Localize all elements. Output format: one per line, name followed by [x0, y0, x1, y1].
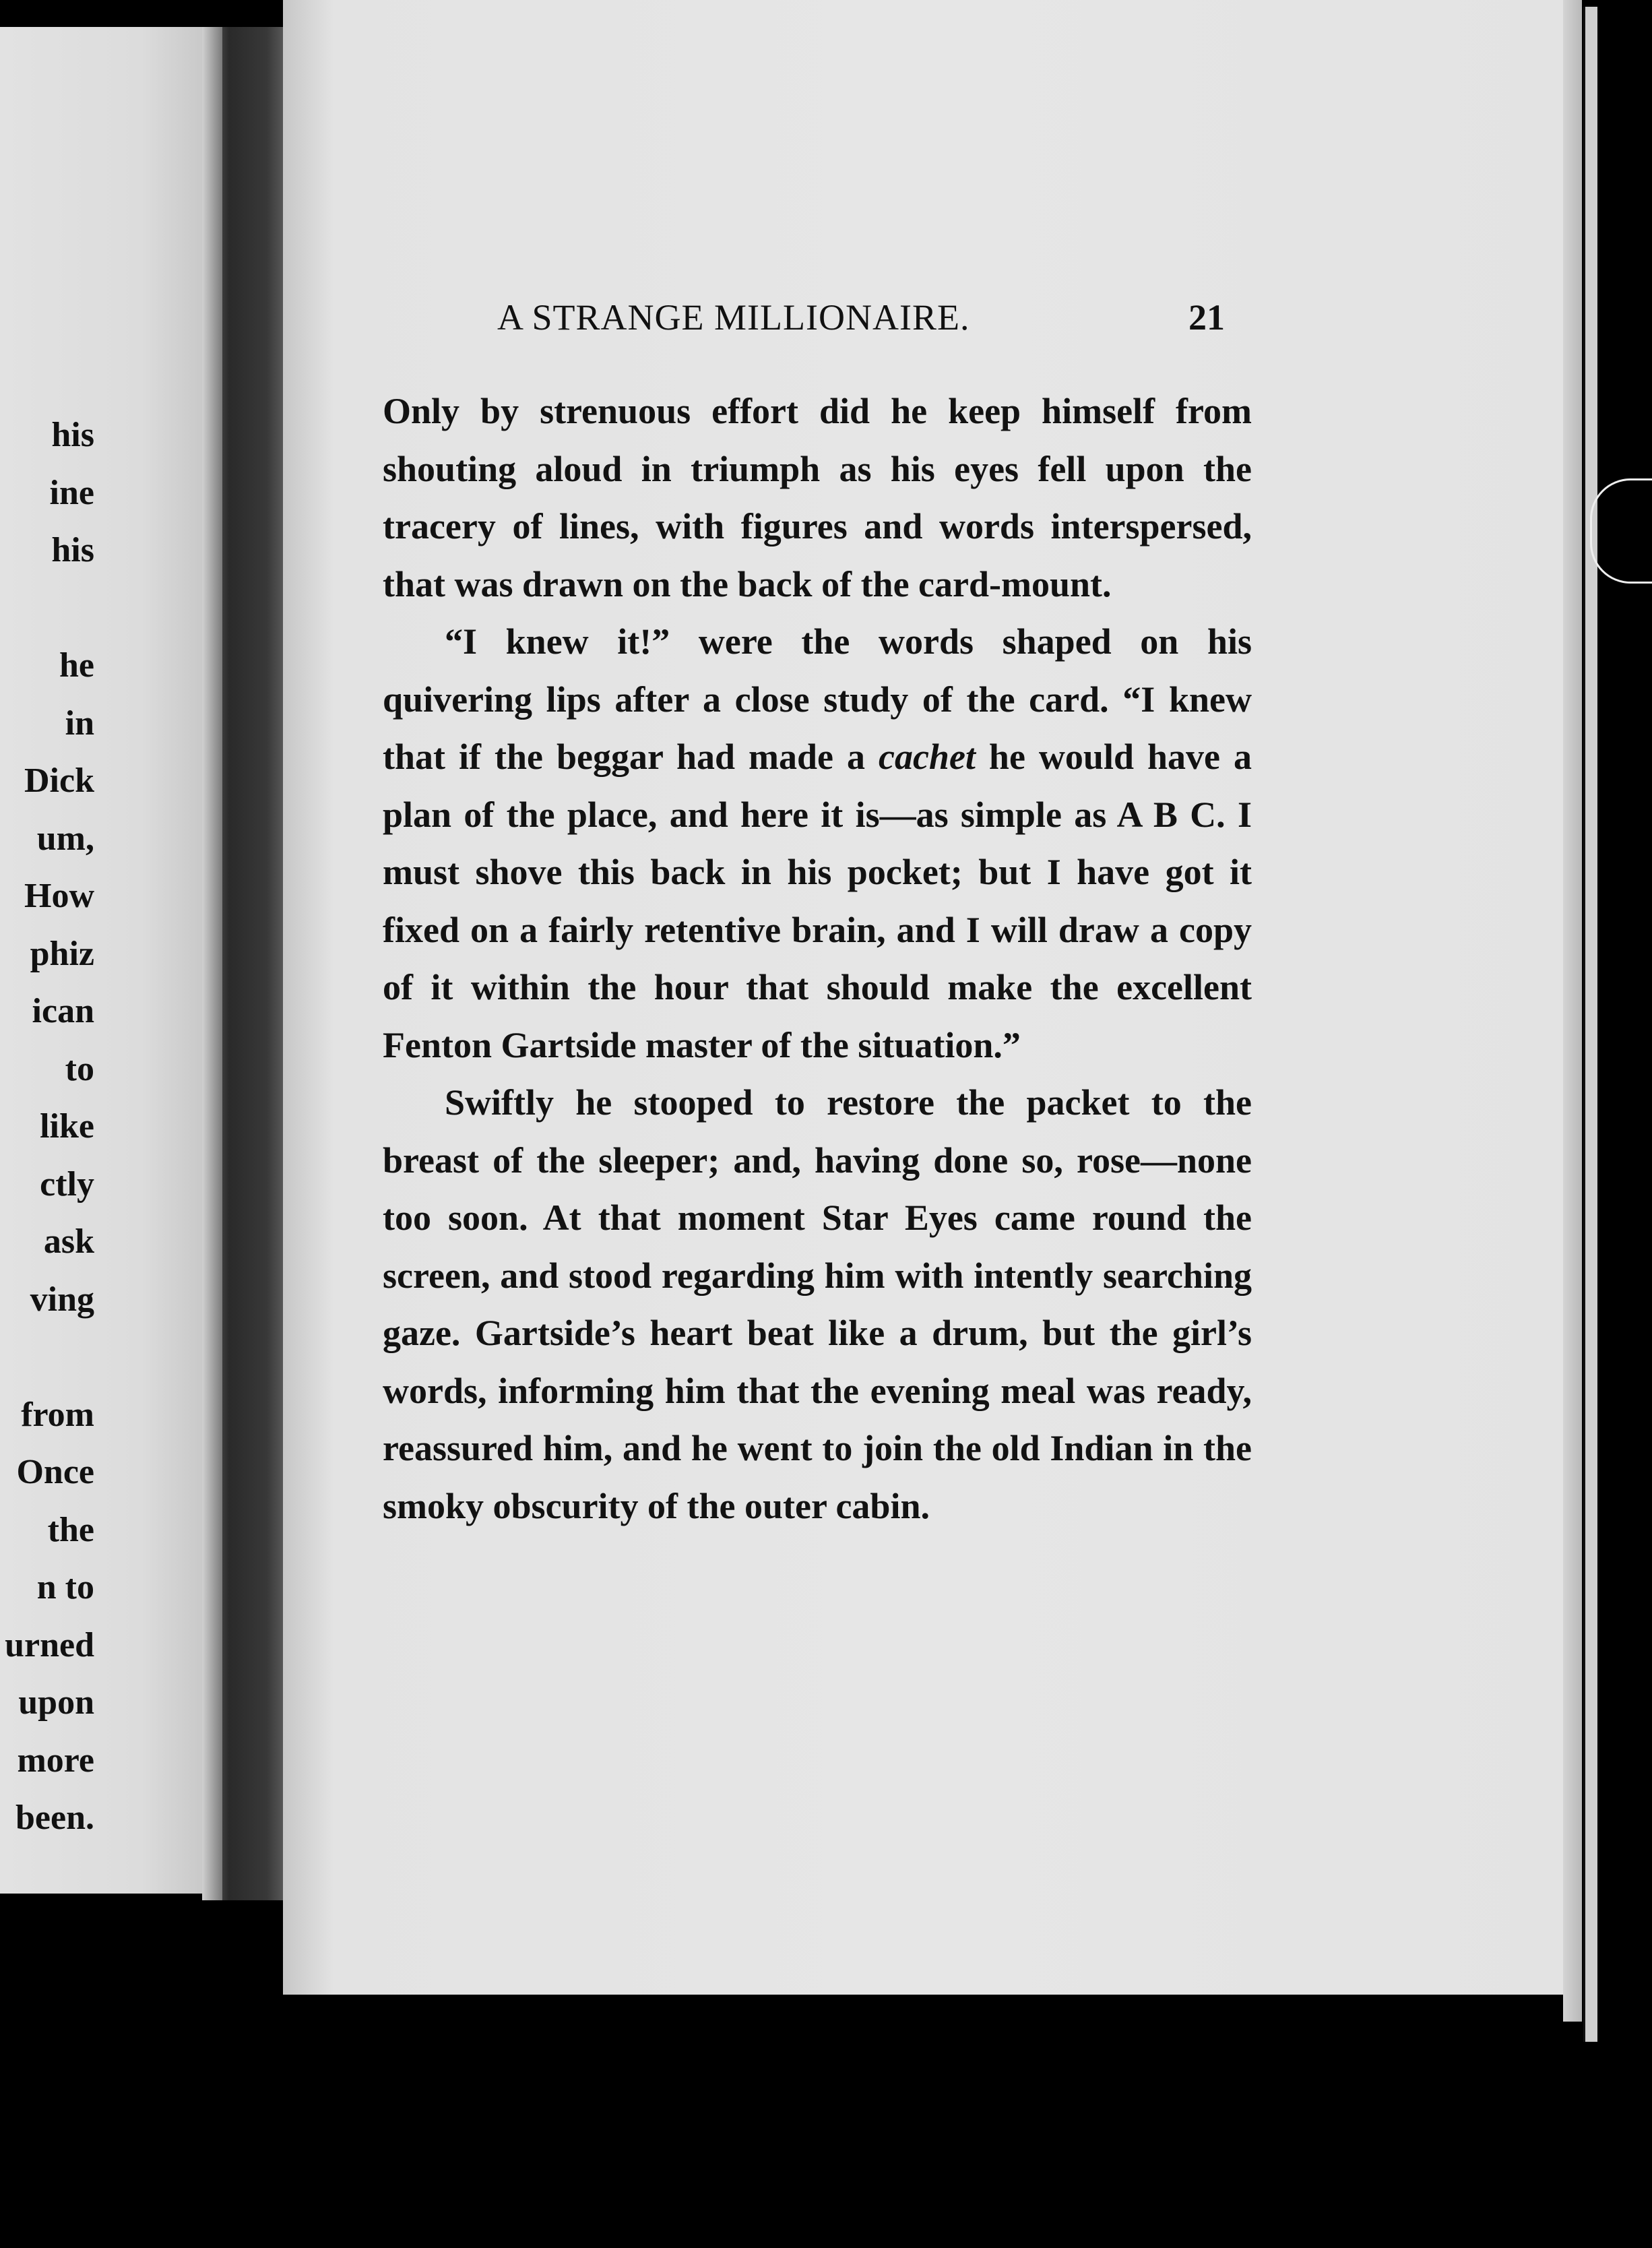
left-page-fragment: more: [17, 1741, 94, 1780]
page-number: 21: [1188, 297, 1225, 338]
left-page-fragment: to: [65, 1049, 94, 1088]
facing-page-left: [0, 27, 202, 1894]
left-page-fragment: ican: [32, 992, 94, 1030]
left-page-fragment: Dick: [24, 761, 94, 800]
paragraph-3: Swiftly he stooped to restore the packet to the breast of the sleeper; and, having done so, rose—none too soon. At that moment Star Eyes came round the screen, and stood regarding him with intently searching gaze. Gartside’s heart beat like a drum, but the girl’s words, informing him that the evening meal was ready, reassured him, and he went to join the old Indian in the smoky obscurity of the outer cabin.: [383, 1082, 1252, 1526]
running-head: [497, 296, 1225, 344]
left-page-fragment: phiz: [30, 934, 94, 973]
scan-artifact-curve: [1590, 478, 1652, 584]
left-page-fragment: ine: [49, 473, 94, 512]
left-page-fragment: ctly: [40, 1164, 94, 1204]
paragraph-2-end: he would have a plan of the place, and here it is—as simple as A B C. I must shove this back in his pocket; but I have got it fixed on a fairly retentive brain, and I will draw a copy of it within the hour that should make the excellent Fenton Gartside master of the situation.”: [383, 737, 1252, 1065]
italic-word-cachet: cachet: [878, 737, 976, 777]
left-page-fragment: from: [21, 1395, 94, 1434]
paragraph-1: Only by strenuous effort did he keep himself from shouting aloud in triumph as his eyes fell upon the tracery of lines, with figures and words interspersed, that was drawn on the back of the card-mount.: [383, 391, 1252, 604]
left-page-fragment: ask: [43, 1222, 94, 1261]
left-page-fragment: the: [47, 1510, 94, 1549]
body-text: [383, 383, 1252, 1535]
paragraph-2-start: “I knew it!” were the words shaped on his quivering lips after a close study of the card. “I knew that if the beggar had made a: [383, 621, 1252, 777]
left-page-fragment: upon: [18, 1683, 94, 1722]
left-page-fragment: ving: [30, 1280, 94, 1319]
gutter-edge: [202, 27, 222, 1900]
left-page-fragment: urned: [5, 1625, 94, 1664]
left-page-fragment: um,: [36, 819, 94, 858]
left-page-fragment: like: [40, 1107, 94, 1146]
page-stack-edge: [1583, 7, 1597, 2042]
left-page-fragment: n to: [36, 1568, 94, 1606]
left-page-fragment: How: [24, 877, 94, 915]
left-page-fragment: been.: [15, 1799, 94, 1837]
left-page-fragment: he: [59, 646, 94, 685]
left-page-fragment: his: [51, 531, 94, 569]
left-page-fragment: in: [65, 704, 94, 743]
left-page-fragment: Once: [16, 1453, 94, 1491]
running-title: A STRANGE MILLIONAIRE.: [497, 297, 970, 338]
paragraph-2: [383, 613, 1252, 1074]
page-edge-right: [1563, 0, 1582, 2022]
left-page-fragment: his: [51, 416, 94, 454]
